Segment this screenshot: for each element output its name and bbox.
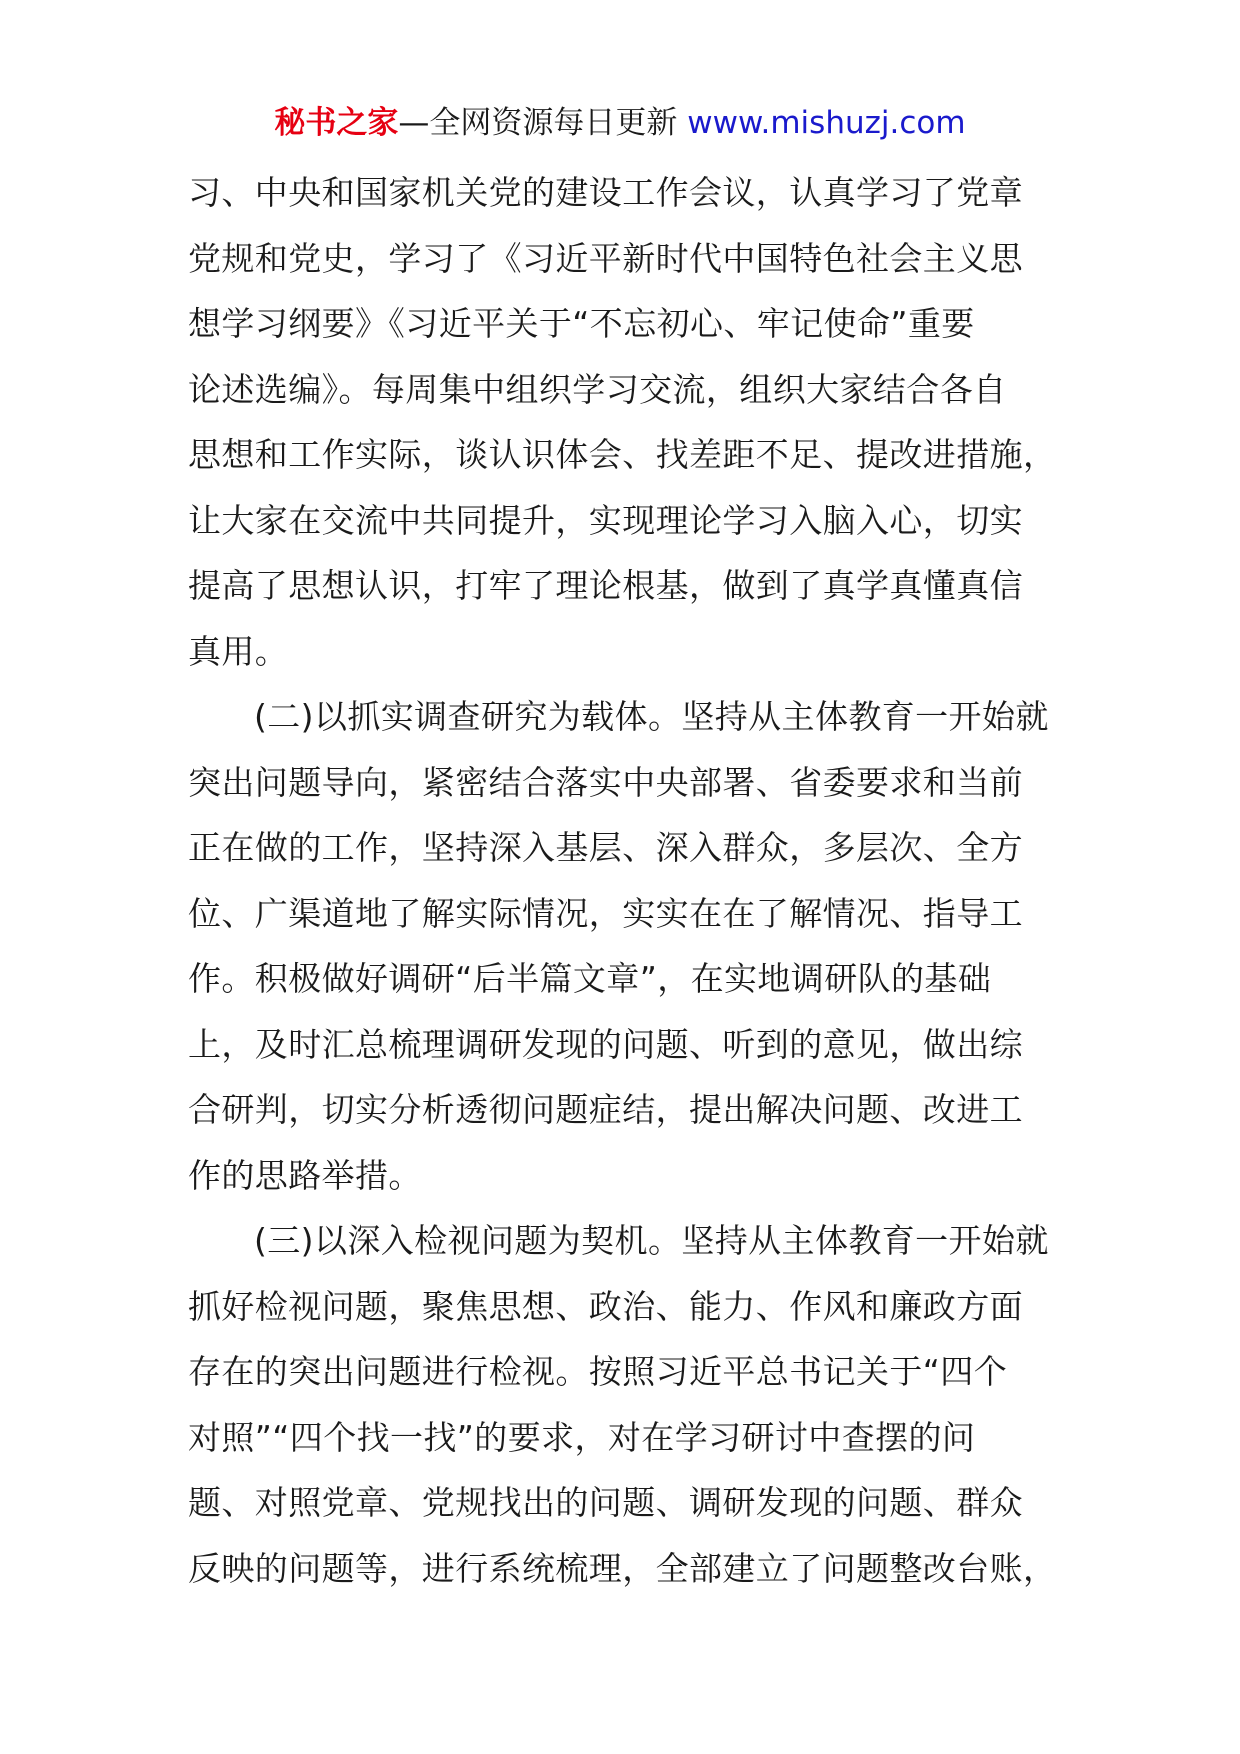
text-line: 反映的问题等，进行系统梳理，全部建立了问题整改台账， <box>188 1548 1057 1588</box>
text-line: 位、广渠道地了解实际情况，实实在在了解情况、指导工 <box>188 893 1023 933</box>
text-line: 作。积极做好调研“后半篇文章”，在实地调研队的基础 <box>188 959 992 998</box>
site-url-link[interactable]: www.mishuzj.com <box>687 105 966 141</box>
text-line: 论述选编》。每周集中组织学习交流，组织大家结合各自 <box>188 369 1007 409</box>
text-line: 合研判，切实分析透彻问题症结，提出解决问题、改进工 <box>188 1090 1023 1129</box>
text-line: 题、对照党章、党规找出的问题、调研发现的问题、群众 <box>188 1483 1023 1522</box>
text-line: 习、中央和国家机关党的建设工作会议，认真学习了党章 <box>188 173 1023 212</box>
text-line: 对照”“四个找一找”的要求，对在学习研讨中查摆的问 <box>188 1417 976 1457</box>
text-line: 想学习纲要》《习近平关于“不忘初心、牢记使命”重要 <box>188 304 975 343</box>
brand-name: 秘书之家 <box>274 105 399 141</box>
page-header <box>0 100 1240 146</box>
text-line: 思想和工作实际，谈认识体会、找差距不足、提改进措施， <box>188 435 1057 474</box>
paragraph-heading-3: (三)以深入检视问题为契机。坚持从主体教育一开始就 <box>254 1221 1049 1260</box>
text-line: 党规和党史，学习了《习近平新时代中国特色社会主义思 <box>188 238 1023 278</box>
text-line: 提高了思想认识，打牢了理论根基，做到了真学真懂真信 <box>188 566 1023 605</box>
text-line: 抓好检视问题，聚焦思想、政治、能力、作风和廉政方面 <box>188 1286 1023 1326</box>
paragraph-heading-2: (二)以抓实调查研究为载体。坚持从主体教育一开始就 <box>254 697 1049 736</box>
text-line: 上，及时汇总梳理调研发现的问题、听到的意见，做出综 <box>188 1024 1023 1064</box>
text-line: 作的思路举措。 <box>188 1155 422 1195</box>
text-line: 存在的突出问题进行检视。按照习近平总书记关于“四个 <box>188 1352 1008 1391</box>
header-tagline: —全网资源每日更新 <box>398 105 688 141</box>
text-line: 让大家在交流中共同提升，实现理论学习入脑入心，切实 <box>188 500 1023 540</box>
text-line: 突出问题导向，紧密结合落实中央部署、省委要求和当前 <box>188 762 1023 802</box>
text-line: 正在做的工作，坚持深入基层、深入群众，多层次、全方 <box>188 828 1023 867</box>
text-line: 真用。 <box>188 631 289 671</box>
body-text <box>188 160 1063 1601</box>
